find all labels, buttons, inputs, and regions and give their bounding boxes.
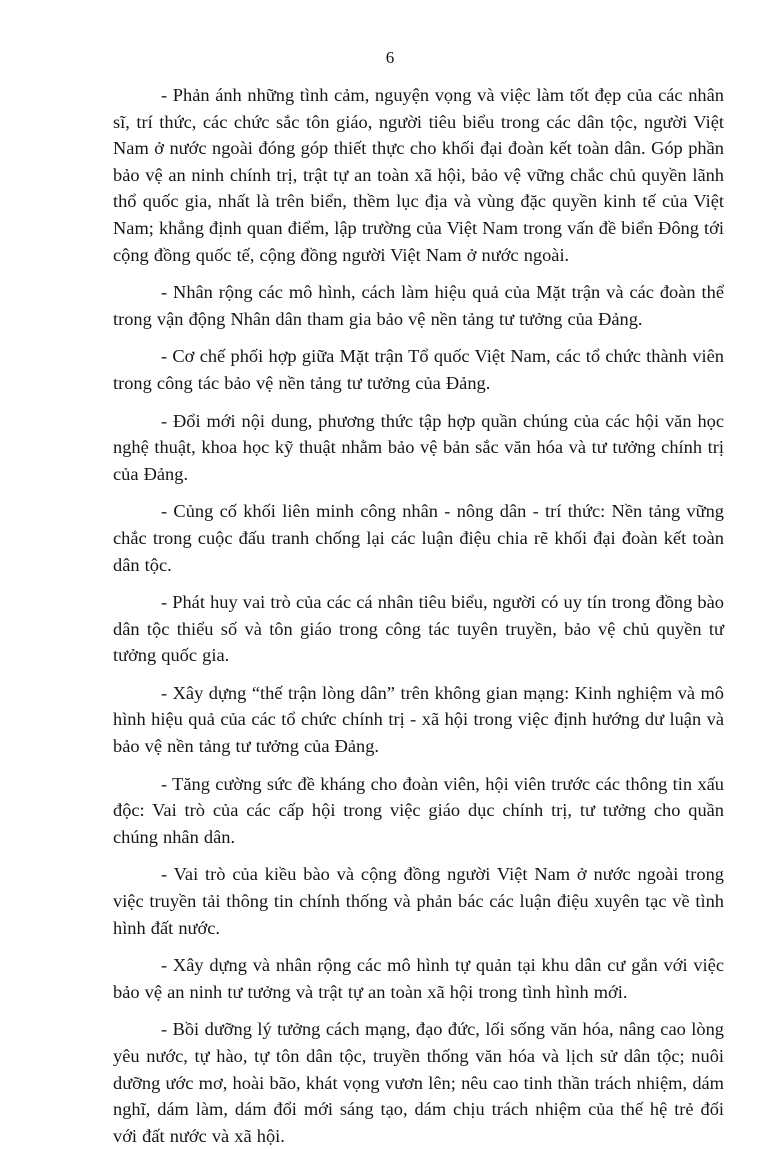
paragraph-4: - Đổi mới nội dung, phương thức tập hợp quần chúng của các hội văn học nghệ thuật, khoa học kỹ thuật nhằm bảo vệ bản sắc văn hóa và tư tưởng chính trị của Đảng. [113, 410, 724, 484]
paragraph-2: - Nhân rộng các mô hình, cách làm hiệu quả của Mặt trận và các đoàn thể trong vận động Nhân dân tham gia bảo vệ nền tảng tư tưởng của Đảng. [113, 282, 724, 329]
paragraph-7: - Xây dựng “thế trận lòng dân” trên không gian mạng: Kinh nghiệm và mô hình hiệu quả của các tổ chức chính trị - xã hội trong việc định hướng dư luận và bảo vệ nền tảng tư tưởng của Đảng. [113, 682, 724, 757]
paragraph-6: - Phát huy vai trò của các cá nhân tiêu biểu, người có uy tín trong đồng bào dân tộc thiểu số và tôn giáo trong công tác tuyên truyền, bảo vệ chủ quyền tư tưởng quốc gia. [113, 592, 724, 666]
paragraph-9: - Vai trò của kiều bào và cộng đồng người Việt Nam ở nước ngoài trong việc truyền tải thông tin chính thống và phản bác các luận điệu xuyên tạc về tình hình đất nước. [113, 864, 724, 938]
paragraph-10: - Xây dựng và nhân rộng các mô hình tự quản tại khu dân cư gắn với việc bảo vệ an ninh tư tưởng và trật tự an toàn xã hội trong tình hình mới. [113, 955, 724, 1002]
paragraph-1: - Phản ánh những tình cảm, nguyện vọng và việc làm tốt đẹp của các nhân sĩ, trí thức, các chức sắc tôn giáo, người tiêu biểu trong các dân tộc, người Việt Nam ở nước ngoài đóng góp thiết thực cho khối đại đoàn kết toàn dân. Góp phần bảo vệ an ninh chính trị, trật tự an toàn xã hội, bảo vệ vững chắc chủ quyền lãnh thổ quốc gia, nhất là trên biển, thềm lục địa và vùng đặc quyền kinh tế của Việt Nam; khẳng định quan điểm, lập trường của Việt Nam trong vấn đề biển Đông tới cộng đồng quốc tế, cộng đồng người Việt Nam ở nước ngoài. [113, 85, 724, 265]
paragraph-11: - Bồi dưỡng lý tưởng cách mạng, đạo đức, lối sống văn hóa, nâng cao lòng yêu nước, tự hào, tự tôn dân tộc, truyền thống văn hóa và lịch sử dân tộc; nuôi dưỡng ước mơ, hoài bão, khát vọng vươn lên; nêu cao tinh thần trách nhiệm, dám nghĩ, dám làm, dám đổi mới sáng tạo, dám chịu trách nhiệm của thế hệ trẻ đối với đất nước và xã hội. [113, 1019, 724, 1146]
paragraph-8: - Tăng cường sức đề kháng cho đoàn viên, hội viên trước các thông tin xấu độc: Vai trò của các cấp hội trong việc giáo dục chính trị, tư tưởng cho quần chúng nhân dân. [113, 773, 724, 847]
paragraph-5: - Củng cố khối liên minh công nhân - nông dân - trí thức: Nền tảng vững chắc trong cuộc đấu tranh chống lại các luận điệu chia rẽ khối đại đoàn kết toàn dân tộc. [113, 501, 724, 575]
page-number: 6 [385, 48, 395, 67]
paragraph-3: - Cơ chế phối hợp giữa Mặt trận Tổ quốc Việt Nam, các tổ chức thành viên trong công tác bảo vệ nền tảng tư tưởng của Đảng. [113, 346, 724, 393]
document-body [113, 82, 724, 1149]
